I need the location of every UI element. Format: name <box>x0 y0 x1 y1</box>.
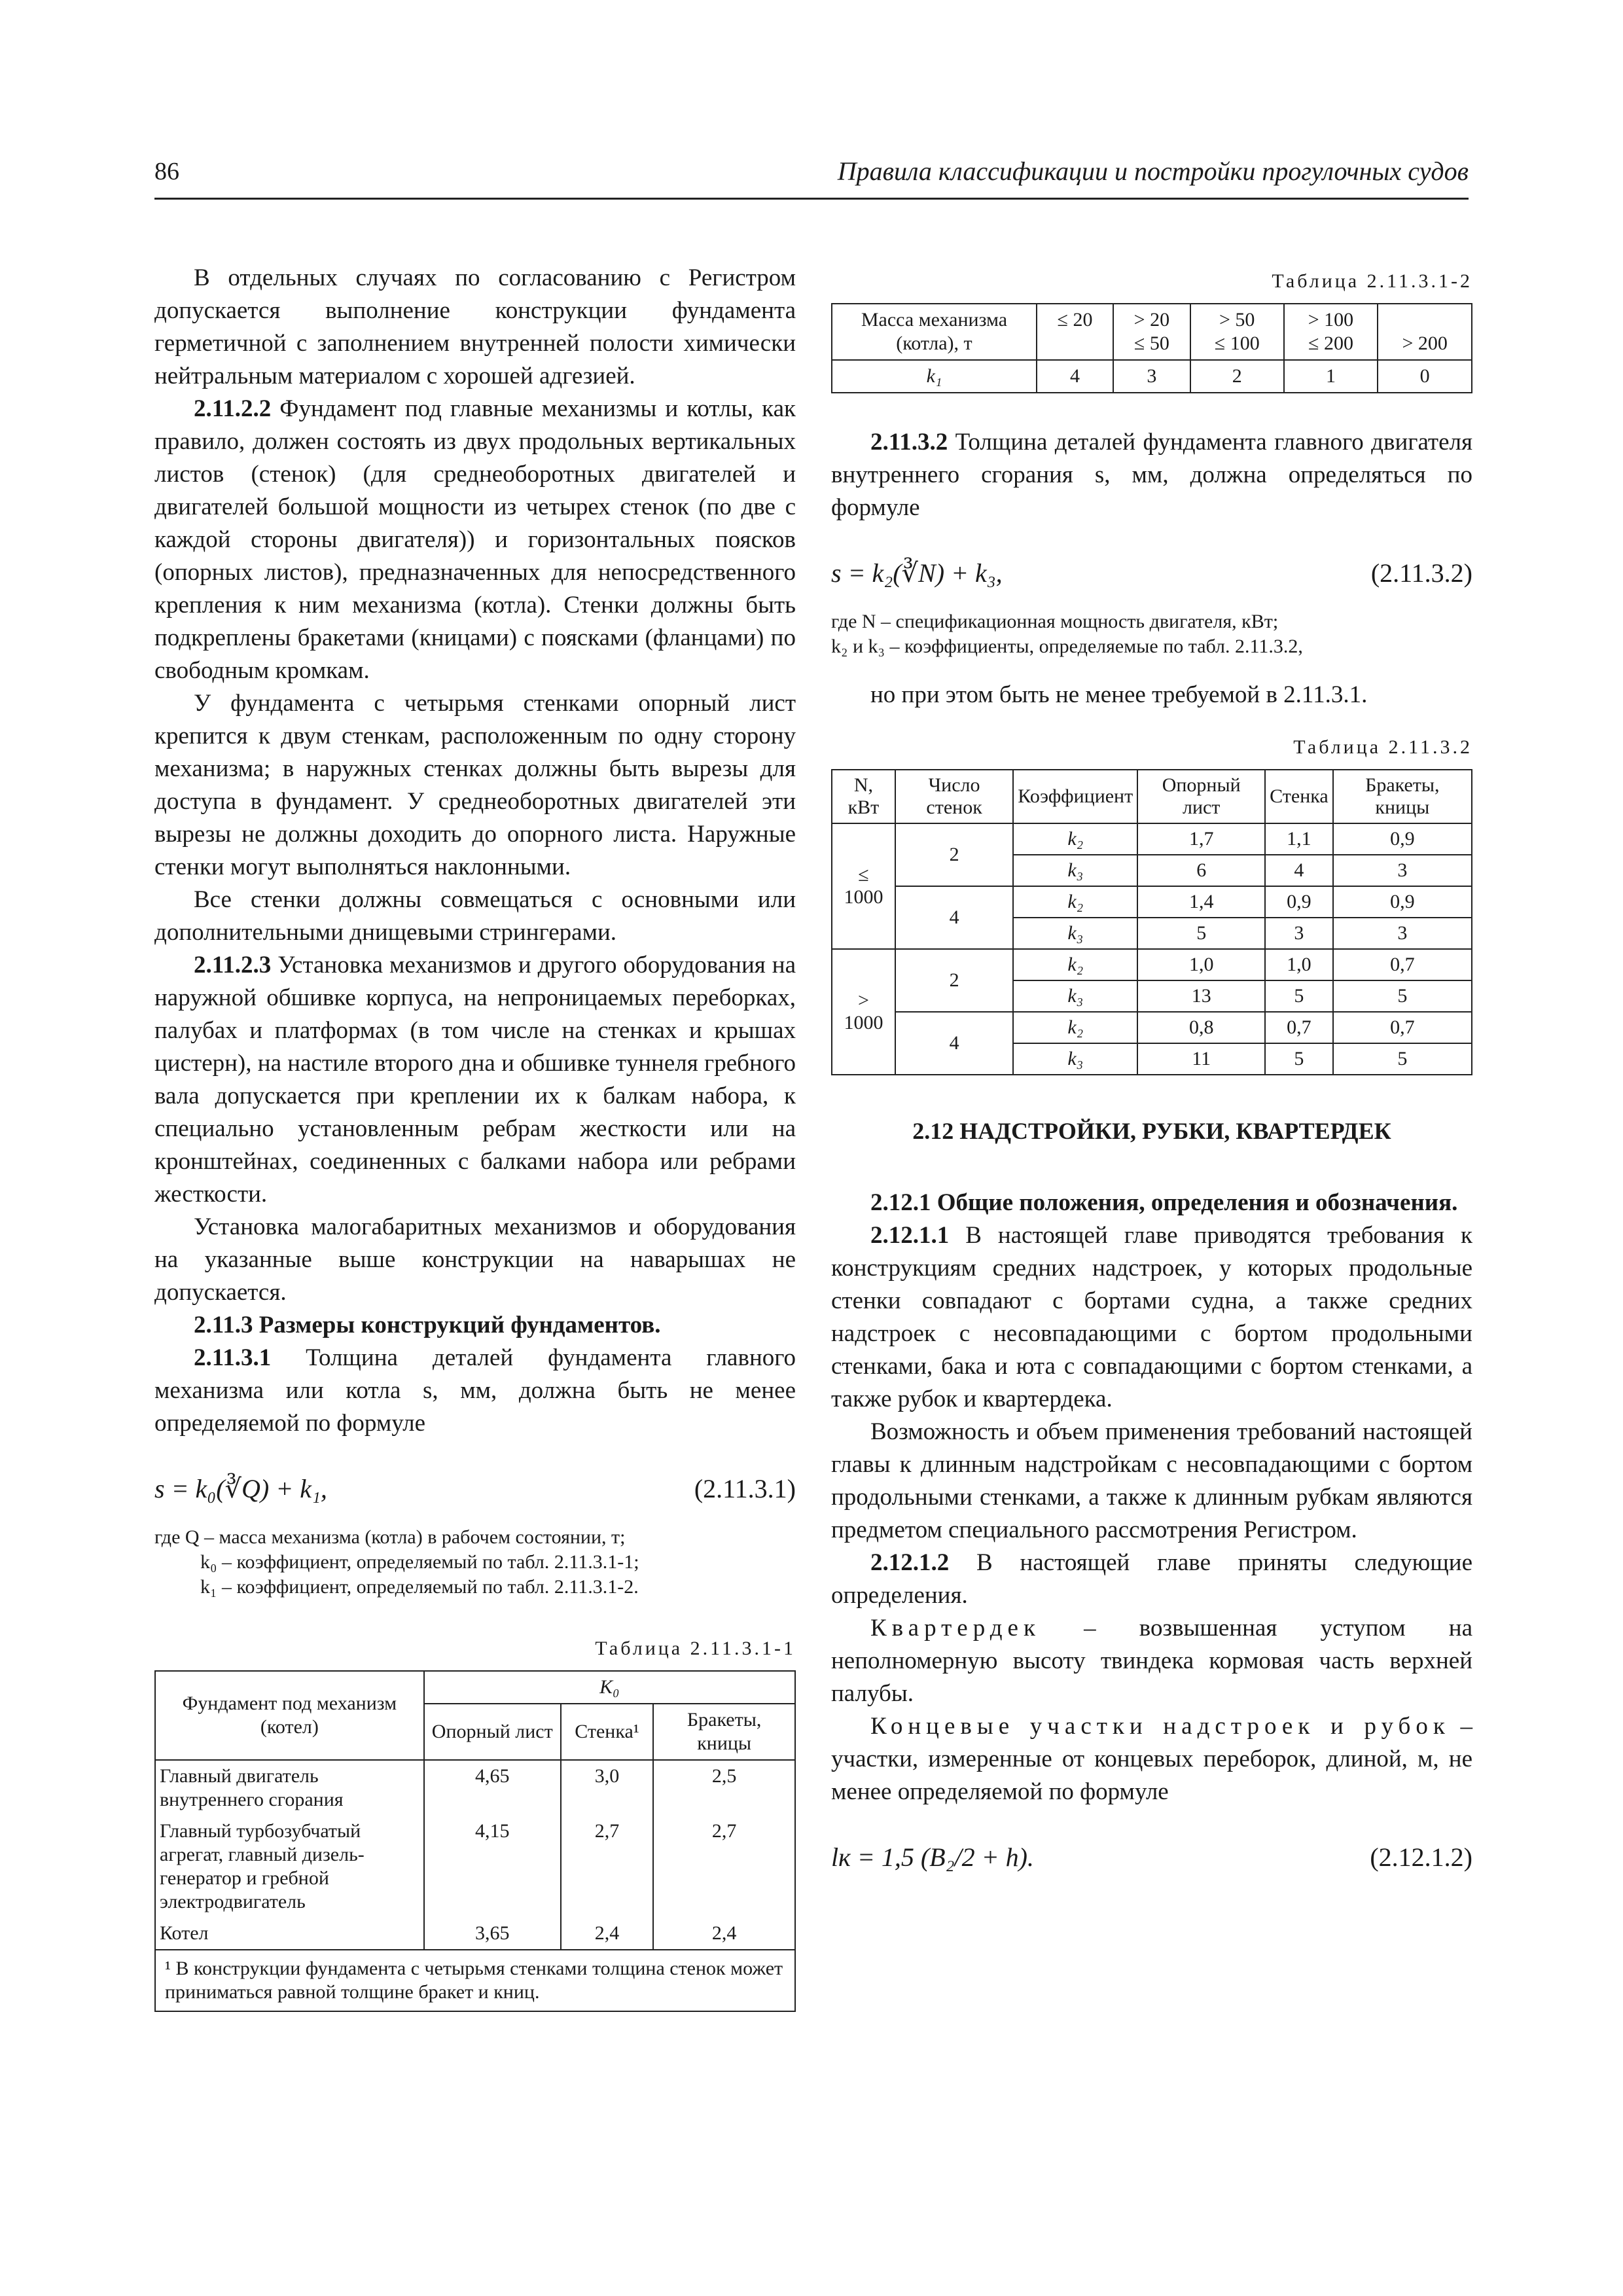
paragraph-text: Фундамент под главные механизмы и котлы, как правило, должен состоять из двух продольных вертикальных листов (стенок) (для среднеоборотных двигателей и двигателей большой мощности из четырех стенок (по две с каждой стороны двигателя)) и горизонтальных поясков (опорных листов), предназначенных для непосредственного крепления к ним механизма (котла). Стенки должны быть подкреплены бракетами (кницами) с поясками (фланцами) по свободным кромкам. <box>154 395 796 684</box>
table-cell: 3 <box>1333 855 1472 886</box>
table-header: Стенка¹ <box>561 1704 654 1760</box>
paragraph-text: – участки, измеренные от концевых переборок, длиной, м, не менее определяемой по формуле <box>831 1713 1472 1805</box>
table-cell: 4 <box>895 1012 1013 1075</box>
subsection-heading: 2.11.3 Размеры конструкций фундаментов. <box>194 1312 661 1338</box>
table-cell: 3,65 <box>424 1918 561 1950</box>
subsection-heading: 2.12.1 Общие положения, определения и обозначения. <box>870 1189 1458 1216</box>
table-2-11-3-2 <box>831 769 1472 1075</box>
paragraph-text: Установка механизмов и другого оборудования на наружной обшивке корпуса, на непроницаемых переборках, палубах и платформах (в том числе на стенках и крышах цистерн), на настиле второго дна и обшивке туннеля гребного вала допускается при креплении их к балкам набора, к специально установленным ребрам жесткости или на кронштейнах, соединенных с балками набора или ребрами жесткости. <box>154 952 796 1208</box>
formula <box>831 1835 1472 1880</box>
running-title: Правила классификации и постройки прогулочных судов <box>837 156 1469 186</box>
table-cell: 5 <box>1265 1043 1333 1075</box>
table-cell: Главный турбозубчатый агрегат, главный дизель-генератор и гребной электродвигатель <box>155 1816 424 1918</box>
legend-line: где N – спецификационная мощность двигателя, кВт; <box>831 611 1279 632</box>
defined-term: Квартердек <box>870 1615 1041 1641</box>
table-cell: 3,0 <box>561 1760 654 1816</box>
table-cell: 0,7 <box>1333 949 1472 980</box>
table-header: ≤ 20 <box>1037 304 1113 360</box>
table-cell: 4 <box>1037 360 1113 393</box>
table-cell: 1,4 <box>1137 886 1265 918</box>
table-header: Число стенок <box>895 770 1013 823</box>
table-cell: 3 <box>1265 918 1333 949</box>
table-cell: 1,7 <box>1137 823 1265 855</box>
table-cell: 0 <box>1378 360 1472 393</box>
table-row <box>832 823 1472 855</box>
table-cell: 2 <box>1190 360 1284 393</box>
paragraph <box>831 1219 1472 1416</box>
paragraph <box>831 1612 1472 1710</box>
table-cell: k₃ <box>1013 855 1137 886</box>
page-number: 86 <box>154 158 179 185</box>
table-cell: 5 <box>1333 980 1472 1012</box>
table-cell: k₂ <box>1013 949 1137 980</box>
table-header: Фундамент под механизм (котел) <box>155 1671 424 1760</box>
table-cell: k₂ <box>1013 1012 1137 1043</box>
formula-expression: s = k₂(∛N) + k₃, <box>831 558 1003 588</box>
paragraph: В отдельных случаях по согласованию с Регистром допускается выполнение конструкции фундамента герметичной с заполнением внутренней полости химически нейтральным материалом с хорошей адгезией. <box>154 264 796 389</box>
table-cell: 2,4 <box>561 1918 654 1950</box>
paragraph-text: В настоящей главе приняты следующие определения. <box>831 1549 1472 1609</box>
table-cell: 4,15 <box>424 1816 561 1918</box>
paragraph <box>154 1342 796 1440</box>
table-cell: 13 <box>1137 980 1265 1012</box>
table-row <box>832 886 1472 918</box>
table-cell: k₂ <box>1013 823 1137 855</box>
right-column <box>831 265 1472 1893</box>
legend-line: где Q – масса механизма (котла) в рабочем состоянии, т; <box>154 1526 626 1548</box>
table-row <box>155 1816 795 1918</box>
table-cell: k₂ <box>1013 886 1137 918</box>
table-cell: 5 <box>1137 918 1265 949</box>
table-cell: 1,0 <box>1265 949 1333 980</box>
formula <box>831 550 1472 596</box>
table-caption: Таблица 2.11.3.1-2 <box>1272 270 1472 292</box>
table-header: Опорный лист <box>424 1704 561 1760</box>
table-header: K₀ <box>424 1671 795 1704</box>
legend-line: k₂ и k₃ – коэффициенты, определяемые по табл. 2.11.3.2, <box>831 636 1303 657</box>
table-cell: 0,8 <box>1137 1012 1265 1043</box>
paragraph <box>154 949 796 1211</box>
table-2-11-3-1-2 <box>831 303 1472 393</box>
table-caption: Таблица 2.11.3.2 <box>1293 736 1472 758</box>
table-row <box>832 360 1472 393</box>
defined-term: Концевые участки надстроек и рубок <box>870 1713 1450 1740</box>
paragraph-text: – возвышенная уступом на неполномерную высоту твиндека кормовая часть верхней палубы. <box>831 1615 1472 1707</box>
formula-legend <box>154 1525 796 1600</box>
clause-number: 2.12.1.2 <box>870 1549 950 1576</box>
table-cell: 2,5 <box>653 1760 795 1816</box>
table-cell: 2,4 <box>653 1918 795 1950</box>
clause-number: 2.12.1.1 <box>870 1222 950 1249</box>
table-cell: 1,0 <box>1137 949 1265 980</box>
formula-number: (2.12.1.2) <box>1370 1842 1472 1872</box>
table-header: Бракеты, кницы <box>1333 770 1472 823</box>
table-cell: 1,1 <box>1265 823 1333 855</box>
table-row <box>155 1918 795 1950</box>
paragraph <box>831 1547 1472 1612</box>
formula-number: (2.11.3.1) <box>694 1474 796 1503</box>
table-cell: 4 <box>1265 855 1333 886</box>
table-caption: Таблица 2.11.3.1-1 <box>595 1638 796 1659</box>
paragraph: но при этом быть не менее требуемой в 2.11.3.1. <box>870 681 1368 708</box>
table-cell: 5 <box>1333 1043 1472 1075</box>
formula-number: (2.11.3.2) <box>1370 558 1472 588</box>
table-header: N, кВт <box>832 770 895 823</box>
table-cell: Котел <box>155 1918 424 1950</box>
clause-number: 2.11.3.1 <box>194 1344 272 1371</box>
legend-line: k₀ – коэффициент, определяемый по табл. 2.11.3.1-1; <box>200 1551 639 1573</box>
table-cell: 0,7 <box>1265 1012 1333 1043</box>
table-cell: 5 <box>1265 980 1333 1012</box>
paragraph <box>831 426 1472 524</box>
table-cell: 2,7 <box>653 1816 795 1918</box>
table-header: Коэффициент <box>1013 770 1137 823</box>
table-2-11-3-1-1 <box>154 1670 796 2012</box>
table-cell: 0,9 <box>1333 823 1472 855</box>
table-cell: 11 <box>1137 1043 1265 1075</box>
table-cell: 2 <box>895 823 1013 886</box>
paragraph <box>154 393 796 687</box>
table-header: Бракеты, кницы <box>653 1704 795 1760</box>
table-cell: 0,9 <box>1333 886 1472 918</box>
table-header: > 50 ≤ 100 <box>1190 304 1284 360</box>
paragraph: Установка малогабаритных механизмов и оборудования на указанные выше конструкции на наварышах не допускается. <box>154 1213 796 1306</box>
formula-expression: s = k₀(∛Q) + k₁, <box>154 1474 327 1503</box>
table-row <box>155 1760 795 1816</box>
paragraph <box>831 1710 1472 1808</box>
paragraph: Возможность и объем применения требований настоящей главы к длинным надстройкам с несовпадающими с бортом продольными стенками, а также к длинным рубкам являются предметом специального рассмотрения Регистром. <box>831 1418 1472 1543</box>
table-cell: 4 <box>895 886 1013 949</box>
table-cell: 0,9 <box>1265 886 1333 918</box>
clause-number: 2.11.3.2 <box>870 429 948 456</box>
table-cell: Главный двигатель внутреннего сгорания <box>155 1760 424 1816</box>
table-cell: 0,7 <box>1333 1012 1472 1043</box>
paragraph: Все стенки должны совмещаться с основными или дополнительными днищевыми стрингерами. <box>154 886 796 946</box>
table-row <box>832 949 1472 980</box>
table-cell: 2,7 <box>561 1816 654 1918</box>
table-cell: ≤ 1000 <box>832 823 895 949</box>
paragraph: У фундамента с четырьмя стенками опорный лист крепится к двум стенкам, расположенным по одну сторону механизма; в наружных стенках должны быть вырезы для доступа в фундамент. У среднеоборотных двигателей эти вырезы не должны доходить до опорного листа. Наружные стенки могут выполняться наклонными. <box>154 690 796 880</box>
table-header: Стенка <box>1265 770 1333 823</box>
table-cell: 1 <box>1284 360 1378 393</box>
table-cell: > 1000 <box>832 949 895 1075</box>
header-rule <box>154 198 1469 200</box>
table-cell: 3 <box>1333 918 1472 949</box>
section-title: 2.12 НАДСТРОЙКИ, РУБКИ, КВАРТЕРДЕК <box>912 1118 1391 1144</box>
table-cell: k₁ <box>832 360 1037 393</box>
table-cell: 3 <box>1113 360 1190 393</box>
clause-number: 2.11.2.3 <box>194 952 272 978</box>
paragraph-text: Толщина деталей фундамента главного механизма или котла s, мм, должна быть не менее определяемой по формуле <box>154 1344 796 1437</box>
table-header: Опорный лист <box>1137 770 1265 823</box>
table-header: > 100 ≤ 200 <box>1284 304 1378 360</box>
table-cell: k₃ <box>1013 980 1137 1012</box>
formula-legend <box>831 609 1472 659</box>
table-footnote: ¹ В конструкции фундамента с четырьмя стенками толщина стенок может приниматься равной толщине бракет и книц. <box>155 1950 795 2011</box>
legend-line: k₁ – коэффициент, определяемый по табл. 2.11.3.1-2. <box>200 1576 639 1598</box>
table-cell: 4,65 <box>424 1760 561 1816</box>
table-cell: k₃ <box>1013 1043 1137 1075</box>
table-row <box>832 1012 1472 1043</box>
table-header: > 20 ≤ 50 <box>1113 304 1190 360</box>
left-column <box>154 262 796 2012</box>
paragraph-text: В настоящей главе приводятся требования к конструкциям средних надстроек, у которых продольные стенки совпадают с бортами судна, а также средних надстроек с несовпадающими с бортом продольными стенками, бака и юта с совпадающими с бортом стенками, а также рубок и квартердека. <box>831 1222 1472 1412</box>
formula-expression: lк = 1,5 (B₂/2 + h). <box>831 1842 1034 1872</box>
table-cell: k₃ <box>1013 918 1137 949</box>
paragraph-text: Толщина деталей фундамента главного двигателя внутреннего сгорания s, мм, должна определяться по формуле <box>831 429 1472 521</box>
formula <box>154 1466 796 1512</box>
table-cell: 2 <box>895 949 1013 1012</box>
table-header: > 200 <box>1378 304 1472 360</box>
table-header: Масса механизма (котла), т <box>832 304 1037 360</box>
clause-number: 2.11.2.2 <box>194 395 272 422</box>
table-cell: 6 <box>1137 855 1265 886</box>
